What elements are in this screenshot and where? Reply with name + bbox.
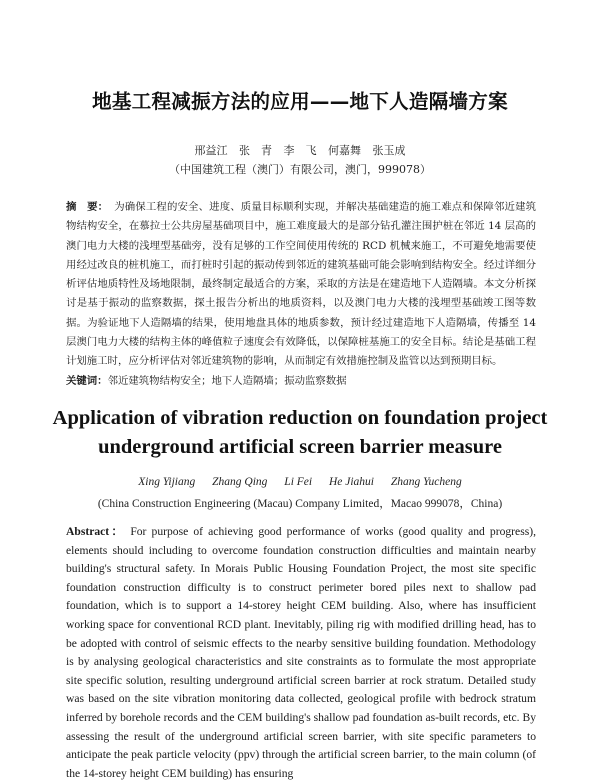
english-title-line-1: Application of vibration reduction on foundation project <box>52 407 548 429</box>
en-author-4: He Jiahui <box>328 476 374 488</box>
chinese-abstract-label: 摘 要： <box>66 201 109 213</box>
author-1: 邢益江 <box>194 144 228 157</box>
english-abstract-text: For purpose of achieving good performance of works (good quality and progress), elements should including to overcome foundation construction difficulties and maintain nearby building's structural safety. In Morais Public Housing Foundation Project, the most site specific foundation construction difficulty is to construct perimeter bored piles next to shallow pad foundation, which is to support a 14-storey height CEM building. Also, where has insufficient working space for conventional RCD plant. Inevitably, piling rig with modified drilling head, has to be adopted with control of seismic effects to the nearby sensitive building foundation. Methodology is by analysing geological characteristics and site constraints as to formulate the most appropriate site specific solution, resulting underground artificial screen barrier at rock stratum. Detailed study was based on the site vibration monitoring data collected, geological profile with bedrock stratum inferred by borehole records and the CEM building's shallow pad foundation as-built records, etc. By assessing the result of the underground artificial screen barrier, with site specific parameters to anticipate the peak particle velocity (ppv) through the artificial screen barrier, to the main column (of the 14-storey height CEM building) has ensuring <box>66 525 536 780</box>
chinese-keywords <box>66 372 536 387</box>
author-2: 张 青 <box>239 144 272 157</box>
en-author-3: Li Fei <box>284 476 313 488</box>
author-5: 张玉成 <box>372 144 406 157</box>
english-abstract-label: Abstract： <box>66 525 126 538</box>
english-title <box>40 404 560 462</box>
chinese-keywords-label: 关键词： <box>66 375 108 387</box>
author-3: 李 飞 <box>283 144 317 157</box>
english-title-line-2: underground artificial screen barrier measure <box>98 436 502 458</box>
en-author-2: Zhang Qing <box>212 476 268 488</box>
chinese-abstract-text: 为确保工程的安全、进度、质量目标顺利实现，并解决基础建造的施工难点和保障邻近建筑物结构安全，在慕拉士公共房屋基础项目中，施工难度最大的是部分钻孔灌注围护桩在邻近 14 层高的澳门电力大楼的浅埋型基础旁，没有足够的工作空间使用传统的 RCD 机械来施工，不可避免地需要使用经过改良的桩机施工，而打桩时引起的振动传到邻近的建筑基础可能会影响到结构安全。经过详细分析评估地质特性及场地限制，最终制定最适合的方案，采取的方法是在建造地下人造隔墙。本文分析探讨是基于振动的监察数据，探土报告分析出的地质资料，以及澳门电力大楼的浅埋型基础竣工图等数据。为验证地下人造隔墙的结果，使用地盘具体的地质参数，预计经过建造地下人造隔墙，传播至 14 层澳门电力大楼的结构主体的峰值粒子速度会有效降低，以保障桩基施工的安全目标。结论是基础工程计划施工时，应分析评估对邻近建筑物的影响，从而制定有效措施控制及监管以达到预期目标。 <box>66 201 537 368</box>
chinese-affiliation: （中国建筑工程（澳门）有限公司，澳门，999078） <box>169 163 431 176</box>
chinese-abstract <box>66 198 536 372</box>
chinese-title: 地基工程减振方法的应用——地下人造隔墙方案 <box>92 90 508 113</box>
en-author-5: Zhang Yucheng <box>390 476 462 488</box>
english-abstract <box>66 523 536 783</box>
chinese-keywords-text: 邻近建筑物结构安全；地下人造隔墙；振动监察数据 <box>107 375 347 387</box>
english-authors <box>40 476 560 488</box>
chinese-authors <box>40 142 560 158</box>
author-4: 何嘉舞 <box>328 144 361 157</box>
english-affiliation: (China Construction Engineering (Macau) Company Limited，Macao 999078，China) <box>97 498 503 510</box>
en-author-1: Xing Yijiang <box>138 476 196 488</box>
